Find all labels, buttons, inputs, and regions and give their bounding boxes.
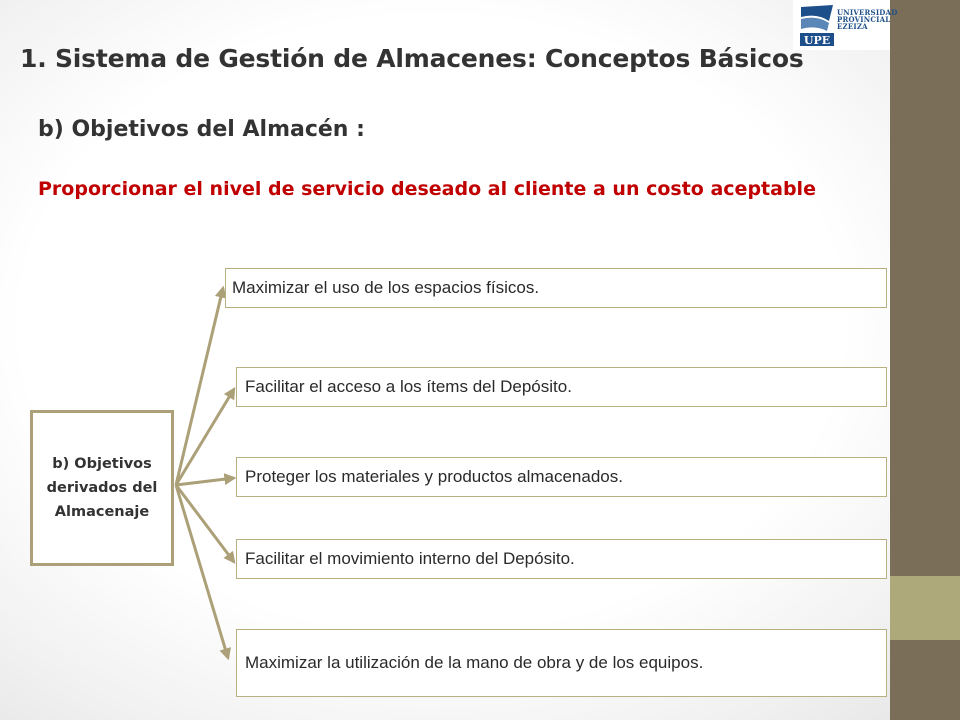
slide-title: 1. Sistema de Gestión de Almacenes: Conceptos Básicos	[20, 44, 804, 73]
arrow-1	[176, 288, 223, 485]
objective-item: Maximizar el uso de los espacios físicos.	[225, 268, 887, 308]
source-label: b) Objetivos derivados del Almacenaje	[46, 456, 158, 520]
logo-line-1: UNIVERSIDAD	[837, 8, 898, 17]
logo-abbr: UPE	[803, 34, 831, 47]
arrow-5	[176, 485, 228, 658]
source-box	[30, 410, 174, 566]
objective-item: Proteger los materiales y productos almacenados.	[236, 457, 887, 497]
slide-subtitle: b) Objetivos del Almacén :	[38, 117, 365, 142]
objective-item: Facilitar el movimiento interno del Depósito.	[236, 539, 887, 579]
arrow-3	[176, 478, 234, 485]
objective-item: Maximizar la utilización de la mano de obra y de los equipos.	[236, 629, 887, 697]
warehouse-goal: Proporcionar el nivel de servicio deseado al cliente a un costo aceptable	[38, 178, 816, 200]
logo-line-2: PROVINCIAL	[837, 15, 891, 24]
objective-item: Facilitar el acceso a los ítems del Depósito.	[236, 367, 887, 407]
arrow-2	[176, 389, 234, 485]
arrow-4	[176, 485, 234, 562]
logo-line-3: EZEIZA	[837, 22, 868, 31]
